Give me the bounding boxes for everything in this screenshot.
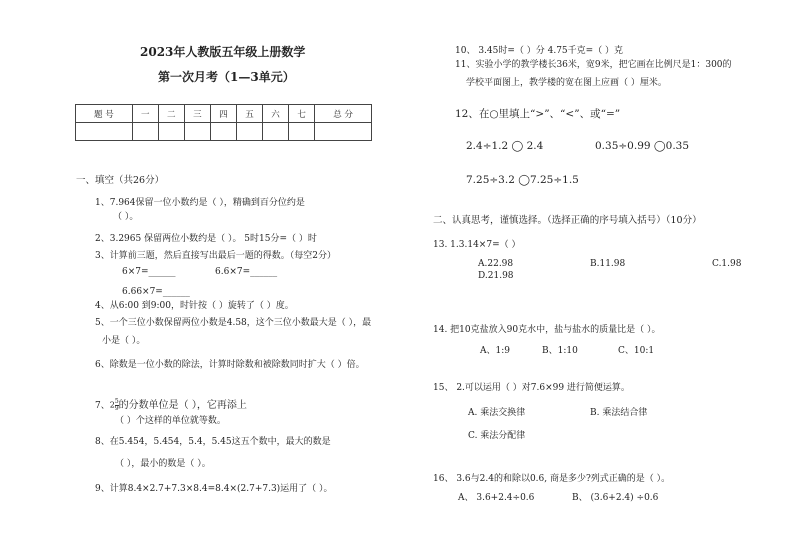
option-16-a: A、 3.6+2.4÷0.6	[458, 493, 535, 503]
question-7-prefix: 7、	[95, 401, 110, 411]
score-cell[interactable]	[184, 123, 210, 141]
title-line-1: 2023年人教版五年级上册数学	[140, 45, 306, 59]
question-2: 2、3.2965 保留两位小数约是（ ）。 5时15分=（ ）时	[95, 234, 317, 244]
question-12b: 0.35÷0.99 ◯0.35	[595, 140, 690, 152]
question-3a: 6×7=______	[122, 267, 176, 277]
option-16-b: B、 (3.6+2.4) ÷0.6	[572, 493, 659, 503]
option-14-c: C、10:1	[618, 346, 655, 356]
question-5-line-2: 小是（ ）。	[102, 336, 146, 346]
score-cell[interactable]	[210, 123, 236, 141]
question-13: 13. 1.3.14×7=（ ）	[433, 240, 521, 250]
question-10: 10、 3.45时=（ ）分 4.75千克=（ ）克	[455, 46, 624, 56]
option-13-a: A.22.98	[478, 259, 514, 269]
score-cell[interactable]	[289, 123, 315, 141]
score-header-cell: 二	[158, 105, 184, 123]
question-9: 9、计算8.4×2.7+7.3×8.4=8.4×(2.7+7.3)运用了（ ）。	[95, 484, 333, 494]
question-12c: 7.25÷3.2 ◯7.25÷1.5	[466, 174, 579, 186]
score-header-cell: 总 分	[315, 105, 372, 123]
option-13-c: C.1.98	[712, 259, 742, 269]
option-14-a: A、1:9	[480, 346, 510, 356]
option-15-c: C. 乘法分配律	[468, 431, 526, 441]
fraction-numerator: 5	[114, 398, 119, 405]
score-cell[interactable]	[236, 123, 262, 141]
question-11-line-1: 11、实验小学的教学楼长36米，宽9米，把它画在比例尺是1：300的	[455, 60, 732, 70]
option-15-a: A. 乘法交换律	[468, 408, 526, 418]
question-3c: 6.66×7=______	[122, 287, 190, 297]
score-header-cell: 三	[184, 105, 210, 123]
question-15: 15、 2.可以运用（ ）对7.6×99 进行简便运算。	[433, 383, 630, 393]
option-15-b: B. 乘法结合律	[590, 408, 648, 418]
score-cell[interactable]	[263, 123, 289, 141]
section-2-heading: 二、认真思考，谨慎选择。（选择正确的序号填入括号）（10分）	[433, 215, 702, 226]
question-11-line-2: 学校平面图上，教学楼的宽在图上应画（ ）厘米。	[466, 78, 667, 88]
score-cell[interactable]	[76, 123, 133, 141]
score-cell[interactable]	[315, 123, 372, 141]
fraction-denominator: 9	[114, 405, 119, 412]
question-3: 3、计算前三题，然后直接写出最后一题的得数。（每空2分）	[95, 251, 336, 261]
question-16: 16、 3.6与2.4的和除以0.6, 商是多少?列式正确的是（ ）。	[433, 474, 671, 484]
score-table	[75, 104, 372, 141]
question-3b: 6.6×7=______	[215, 267, 278, 277]
mixed-fraction	[110, 399, 119, 412]
question-5-line-1: 5、一个三位小数保留两位小数是4.58，这个三位小数最大是（ ），最	[95, 318, 372, 328]
score-header-cell: 一	[132, 105, 158, 123]
score-header-cell: 四	[210, 105, 236, 123]
question-6: 6、除数是一位小数的除法，计算时除数和被除数同时扩大（ ）倍。	[95, 360, 365, 370]
score-table-blank-row	[76, 123, 372, 141]
option-13-b: B.11.98	[590, 259, 626, 269]
question-7-line-1	[95, 396, 247, 412]
question-8-line-1: 8、在5.454，5.454，5.4，5.45这五个数中，最大的数是	[95, 437, 331, 447]
score-cell[interactable]	[158, 123, 184, 141]
section-1-heading: 一、填空（共26分）	[76, 175, 165, 186]
question-7-line-2: （ ）个这样的单位就等数。	[115, 416, 226, 426]
question-1-line-1: 1、7.964保留一位小数约是（ ），精确到百分位约是	[95, 198, 305, 208]
question-4: 4、从6:00 到9:00，时针按（ ）旋转了（ ）度。	[95, 301, 294, 311]
option-13-d: D.21.98	[478, 271, 514, 281]
score-header-cell: 六	[263, 105, 289, 123]
score-cell[interactable]	[132, 123, 158, 141]
fraction-whole: 2	[109, 400, 115, 410]
question-12a: 2.4÷1.2 ◯ 2.4	[466, 140, 544, 152]
question-8-line-2: （ ），最小的数是（ ）。	[115, 459, 211, 469]
question-1-line-2: （ ）。	[113, 212, 139, 222]
question-14: 14. 把10克盐放入90克水中，盐与盐水的质量比是（ ）。	[433, 325, 661, 335]
option-14-b: B、1:10	[542, 346, 578, 356]
question-12: 12、在○里填上“>”、“<”、或“=”	[455, 108, 621, 120]
score-header-cell: 七	[289, 105, 315, 123]
score-table-header-row	[76, 105, 372, 123]
title-line-2: 第一次月考（1—3单元）	[158, 70, 295, 84]
score-header-cell: 题 号	[76, 105, 133, 123]
question-7-text: 的分数单位是（ ），它再添上	[118, 400, 247, 411]
score-header-cell: 五	[236, 105, 262, 123]
